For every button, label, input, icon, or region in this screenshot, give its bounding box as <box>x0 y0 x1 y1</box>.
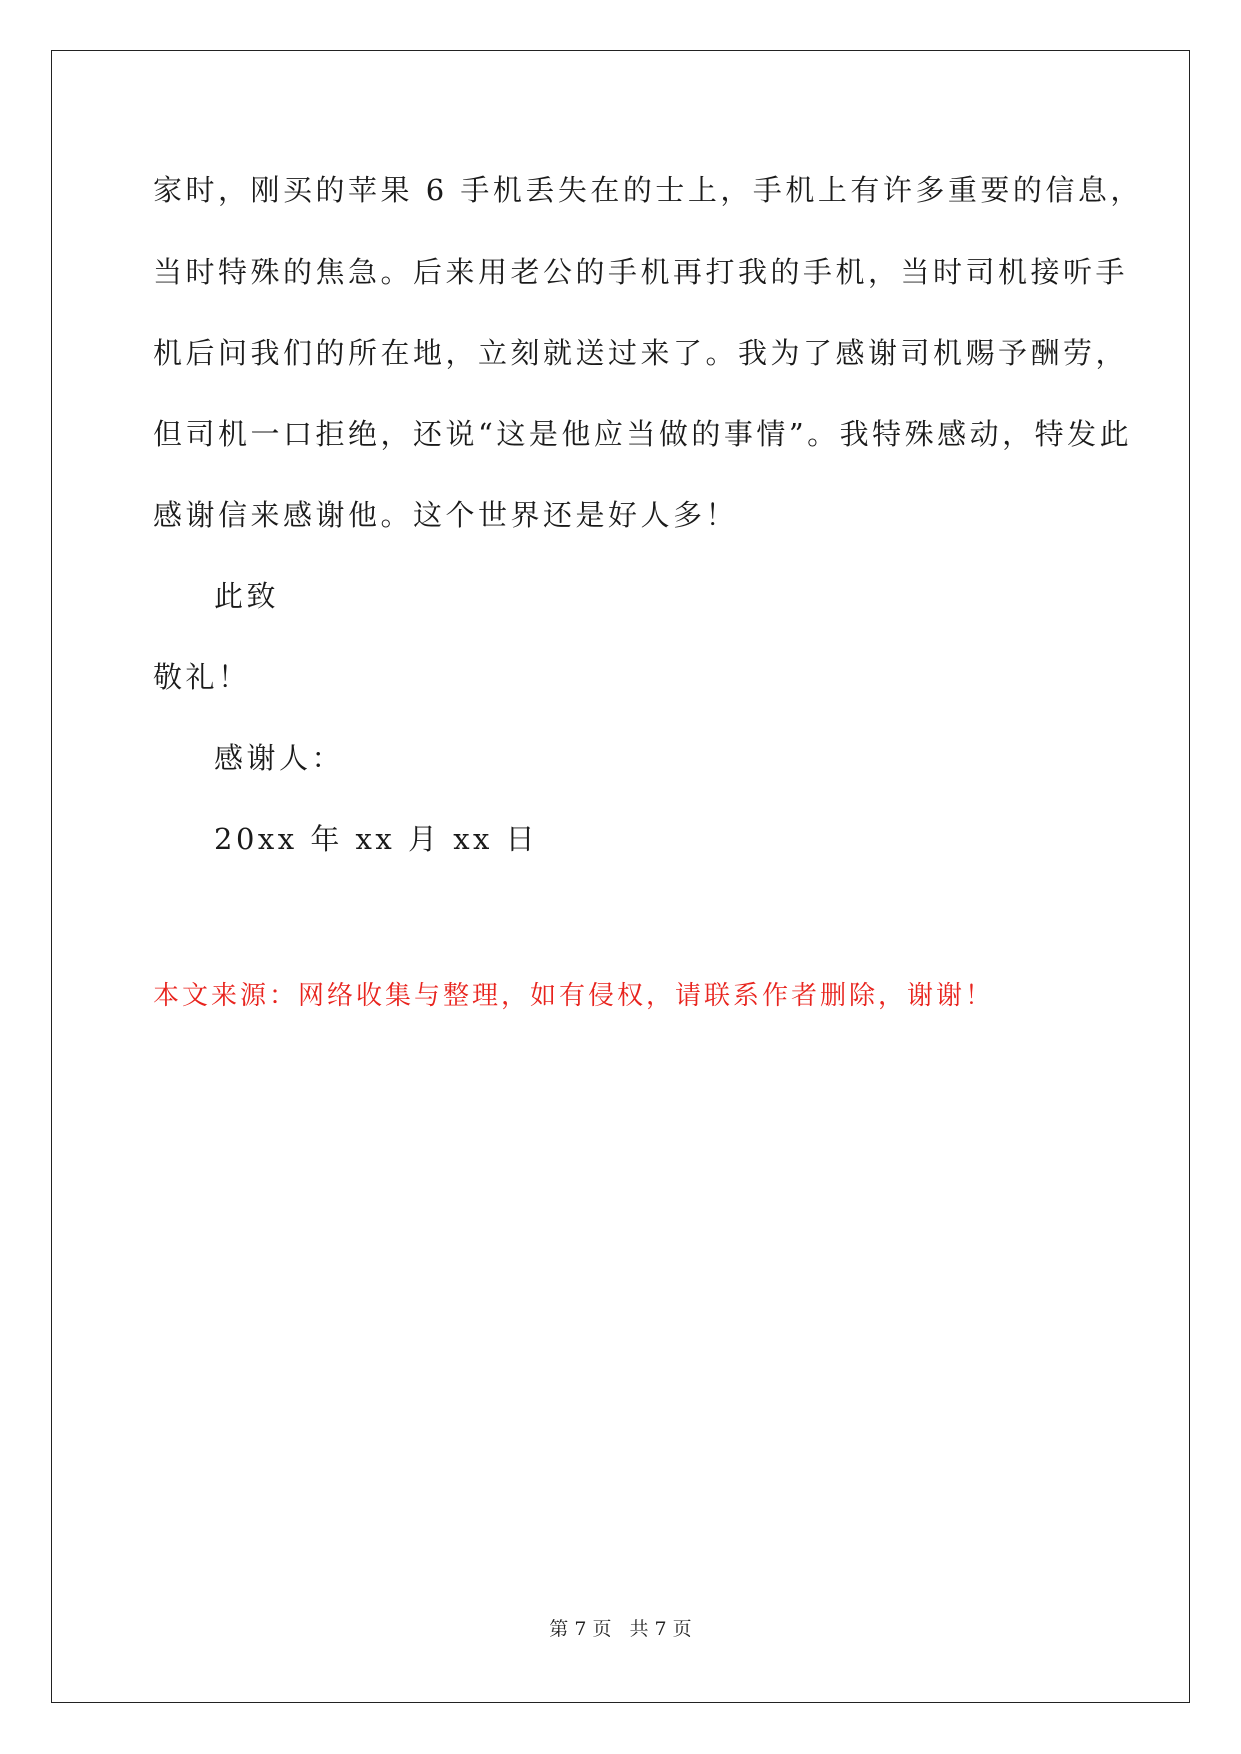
paragraph-line: 感谢信来感谢他。这个世界还是好人多！ <box>153 498 739 532</box>
paragraph-line: 当时特殊的焦急。后来用老公的手机再打我的手机，当时司机接听手 <box>153 255 1129 289</box>
source-note: 本文来源：网络收集与整理，如有侵权，请联系作者删除，谢谢！ <box>153 981 995 1011</box>
signer-label: 感谢人： <box>214 741 345 775</box>
salutation: 敬礼！ <box>153 660 251 694</box>
paragraph-line: 家时，刚买的苹果 6 手机丢失在的士上，手机上有许多重要的信息， <box>153 173 1143 207</box>
page-border <box>51 50 1190 1703</box>
paragraph-line: 但司机一口拒绝，还说“这是他应当做的事情”。我特殊感动，特发此 <box>153 417 1133 451</box>
paragraph-line: 机后问我们的所在地，立刻就送过来了。我为了感谢司机赐予酬劳， <box>153 336 1129 370</box>
current-page-number: 第 7 页 <box>549 1618 612 1640</box>
page-footer <box>0 1620 1241 1639</box>
letter-date: 20xx 年 xx 月 xx 日 <box>214 822 539 856</box>
closing-phrase: 此致 <box>214 579 280 613</box>
total-pages: 共 7 页 <box>629 1618 692 1640</box>
